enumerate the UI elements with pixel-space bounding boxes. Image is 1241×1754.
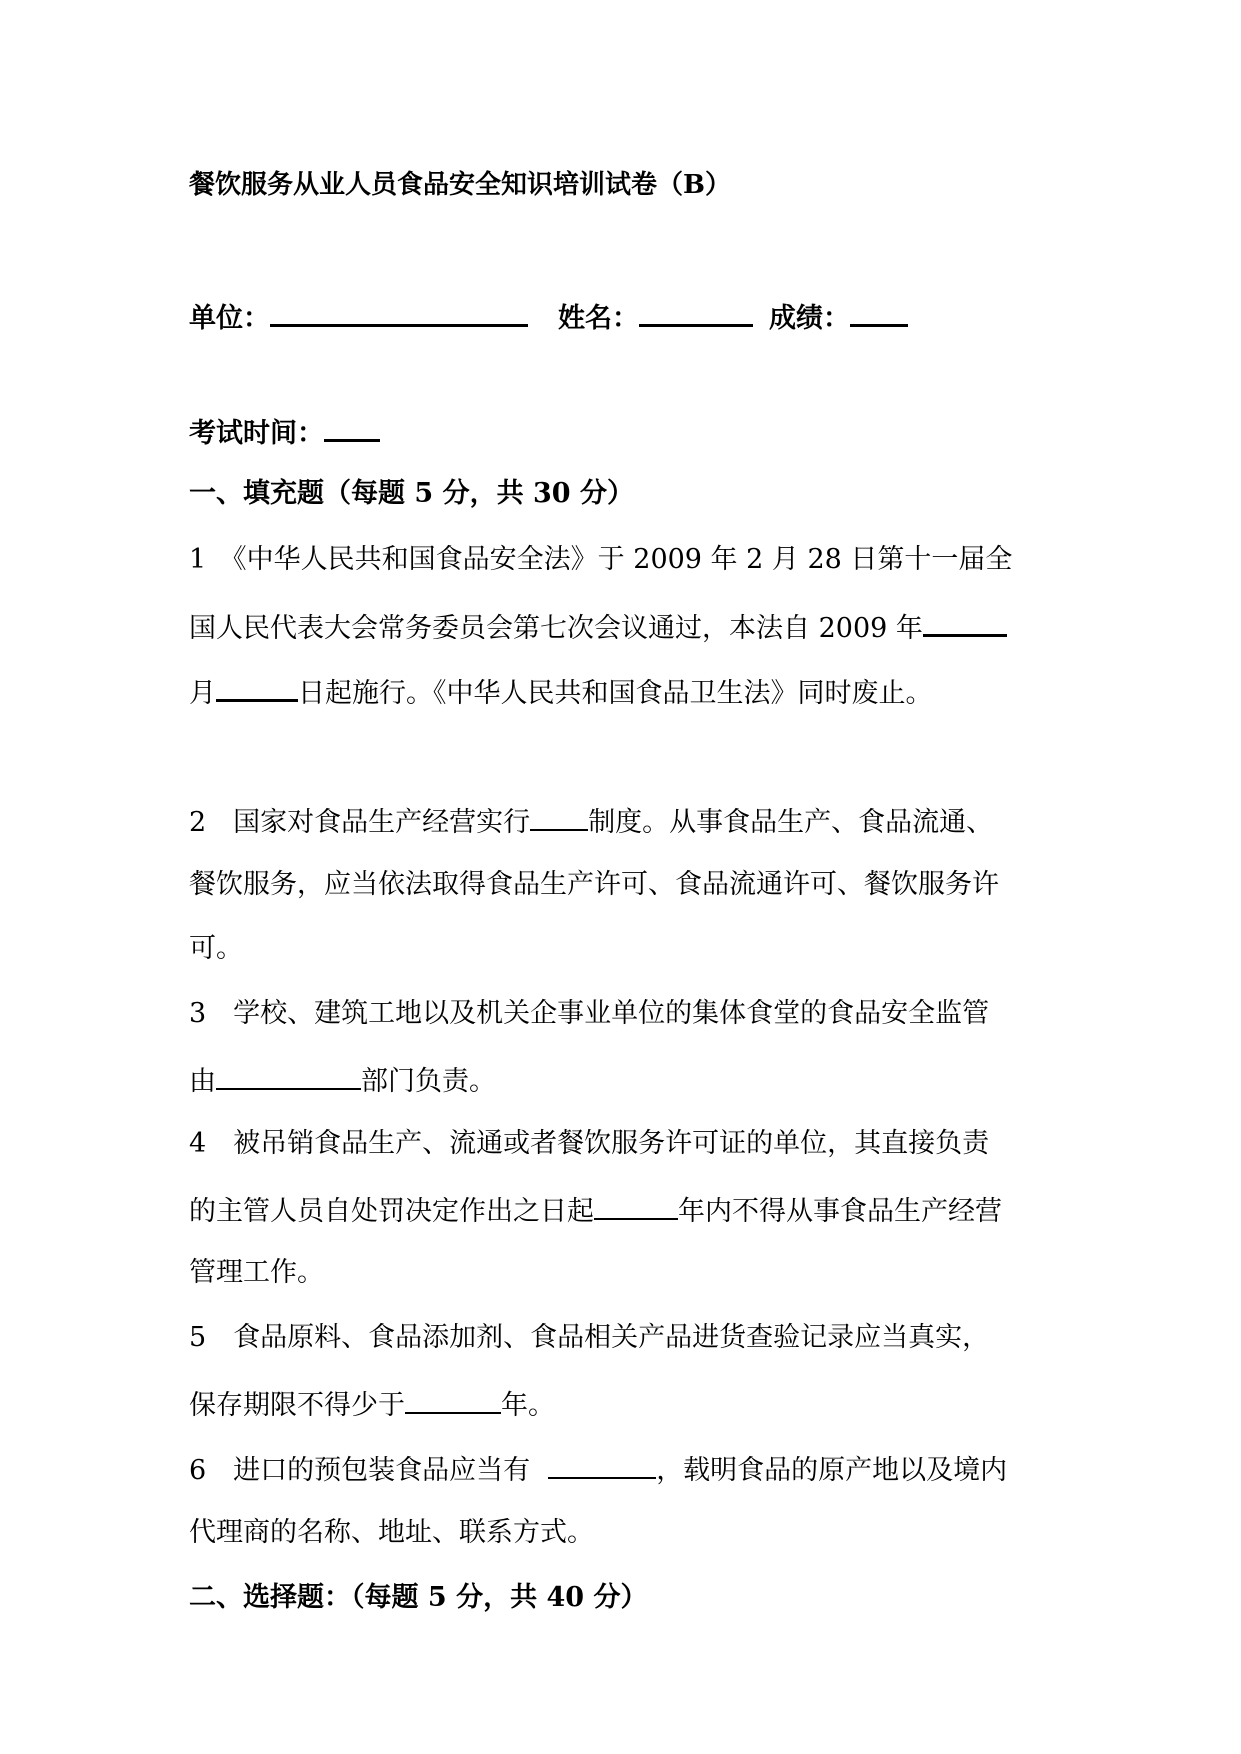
question-2-text: 2 国家对食品生产经营实行 — [189, 807, 531, 838]
question-3-line-2 — [189, 1062, 496, 1099]
exam-header-fields — [189, 298, 908, 336]
question-5-text: 保存期限不得少于 — [189, 1390, 405, 1421]
question-2-line-2: 餐饮服务，应当依法取得食品生产许可、食品流通许可、餐饮服务许 — [189, 869, 999, 900]
score-blank[interactable] — [850, 298, 908, 327]
question-5-line-2 — [189, 1386, 555, 1423]
question-6-text: ，载明食品的原产地以及境内 — [656, 1455, 1008, 1486]
question-5-blank[interactable] — [405, 1386, 501, 1414]
question-1-line-2 — [189, 608, 1007, 646]
question-6-line-2: 代理商的名称、地址、联系方式。 — [189, 1517, 594, 1548]
question-1-month-blank[interactable] — [923, 608, 1007, 637]
section-heading-multiple-choice: 二、选择题：（每题 5 分，共 40 分） — [189, 1582, 648, 1613]
question-4-line-3: 管理工作。 — [189, 1257, 324, 1288]
question-1-text: 日起施行。《中华人民共和国食品卫生法》同时废止。 — [298, 678, 933, 709]
page-title: 餐饮服务从业人员食品安全知识培训试卷（B） — [189, 170, 731, 200]
question-2-blank[interactable] — [530, 803, 588, 831]
score-label: 成绩： — [769, 303, 850, 334]
question-3-text: 由 — [189, 1066, 216, 1097]
question-3-line-1: 3 学校、建筑工地以及机关企事业单位的集体食堂的食品安全监管 — [189, 998, 990, 1029]
question-3-text: 部门负责。 — [361, 1066, 496, 1097]
exam-time-blank[interactable] — [324, 413, 380, 442]
question-4-line-1: 4 被吊销食品生产、流通或者餐饮服务许可证的单位，其直接负责 — [189, 1128, 990, 1159]
question-5-line-1: 5 食品原料、食品添加剂、食品相关产品进货查验记录应当真实， — [189, 1322, 990, 1353]
question-3-blank[interactable] — [216, 1062, 361, 1090]
unit-blank[interactable] — [270, 298, 528, 327]
name-label: 姓名： — [558, 303, 639, 334]
question-4-blank[interactable] — [594, 1192, 678, 1220]
question-2-line-3: 可。 — [189, 933, 243, 964]
exam-time-row — [189, 413, 380, 451]
unit-label: 单位： — [189, 303, 270, 334]
question-1-day-blank[interactable] — [216, 673, 298, 702]
question-6-line-1 — [189, 1451, 1007, 1488]
question-4-text: 的主管人员自处罚决定作出之日起 — [189, 1196, 594, 1227]
question-1-text: 月 — [189, 678, 216, 709]
question-1-line-1: 1 《中华人民共和国食品安全法》于 2009 年 2 月 28 日第十一届全 — [189, 544, 1013, 575]
question-1-text: 国人民代表大会常务委员会第七次会议通过，本法自 2009 年 — [189, 613, 923, 644]
question-4-text: 年内不得从事食品生产经营 — [678, 1196, 1002, 1227]
question-2-line-1 — [189, 803, 993, 840]
section-heading-fill-in: 一、填充题（每题 5 分，共 30 分） — [189, 478, 634, 509]
question-6-text: 6 进口的预包装食品应当有 — [189, 1455, 531, 1486]
question-2-text: 制度。从事食品生产、食品流通、 — [588, 807, 994, 838]
question-1-line-3 — [189, 673, 933, 711]
question-5-text: 年。 — [501, 1390, 555, 1421]
question-6-blank[interactable] — [548, 1451, 656, 1479]
question-4-line-2 — [189, 1192, 1002, 1229]
exam-time-label: 考试时间： — [189, 418, 324, 449]
name-blank[interactable] — [639, 298, 753, 327]
